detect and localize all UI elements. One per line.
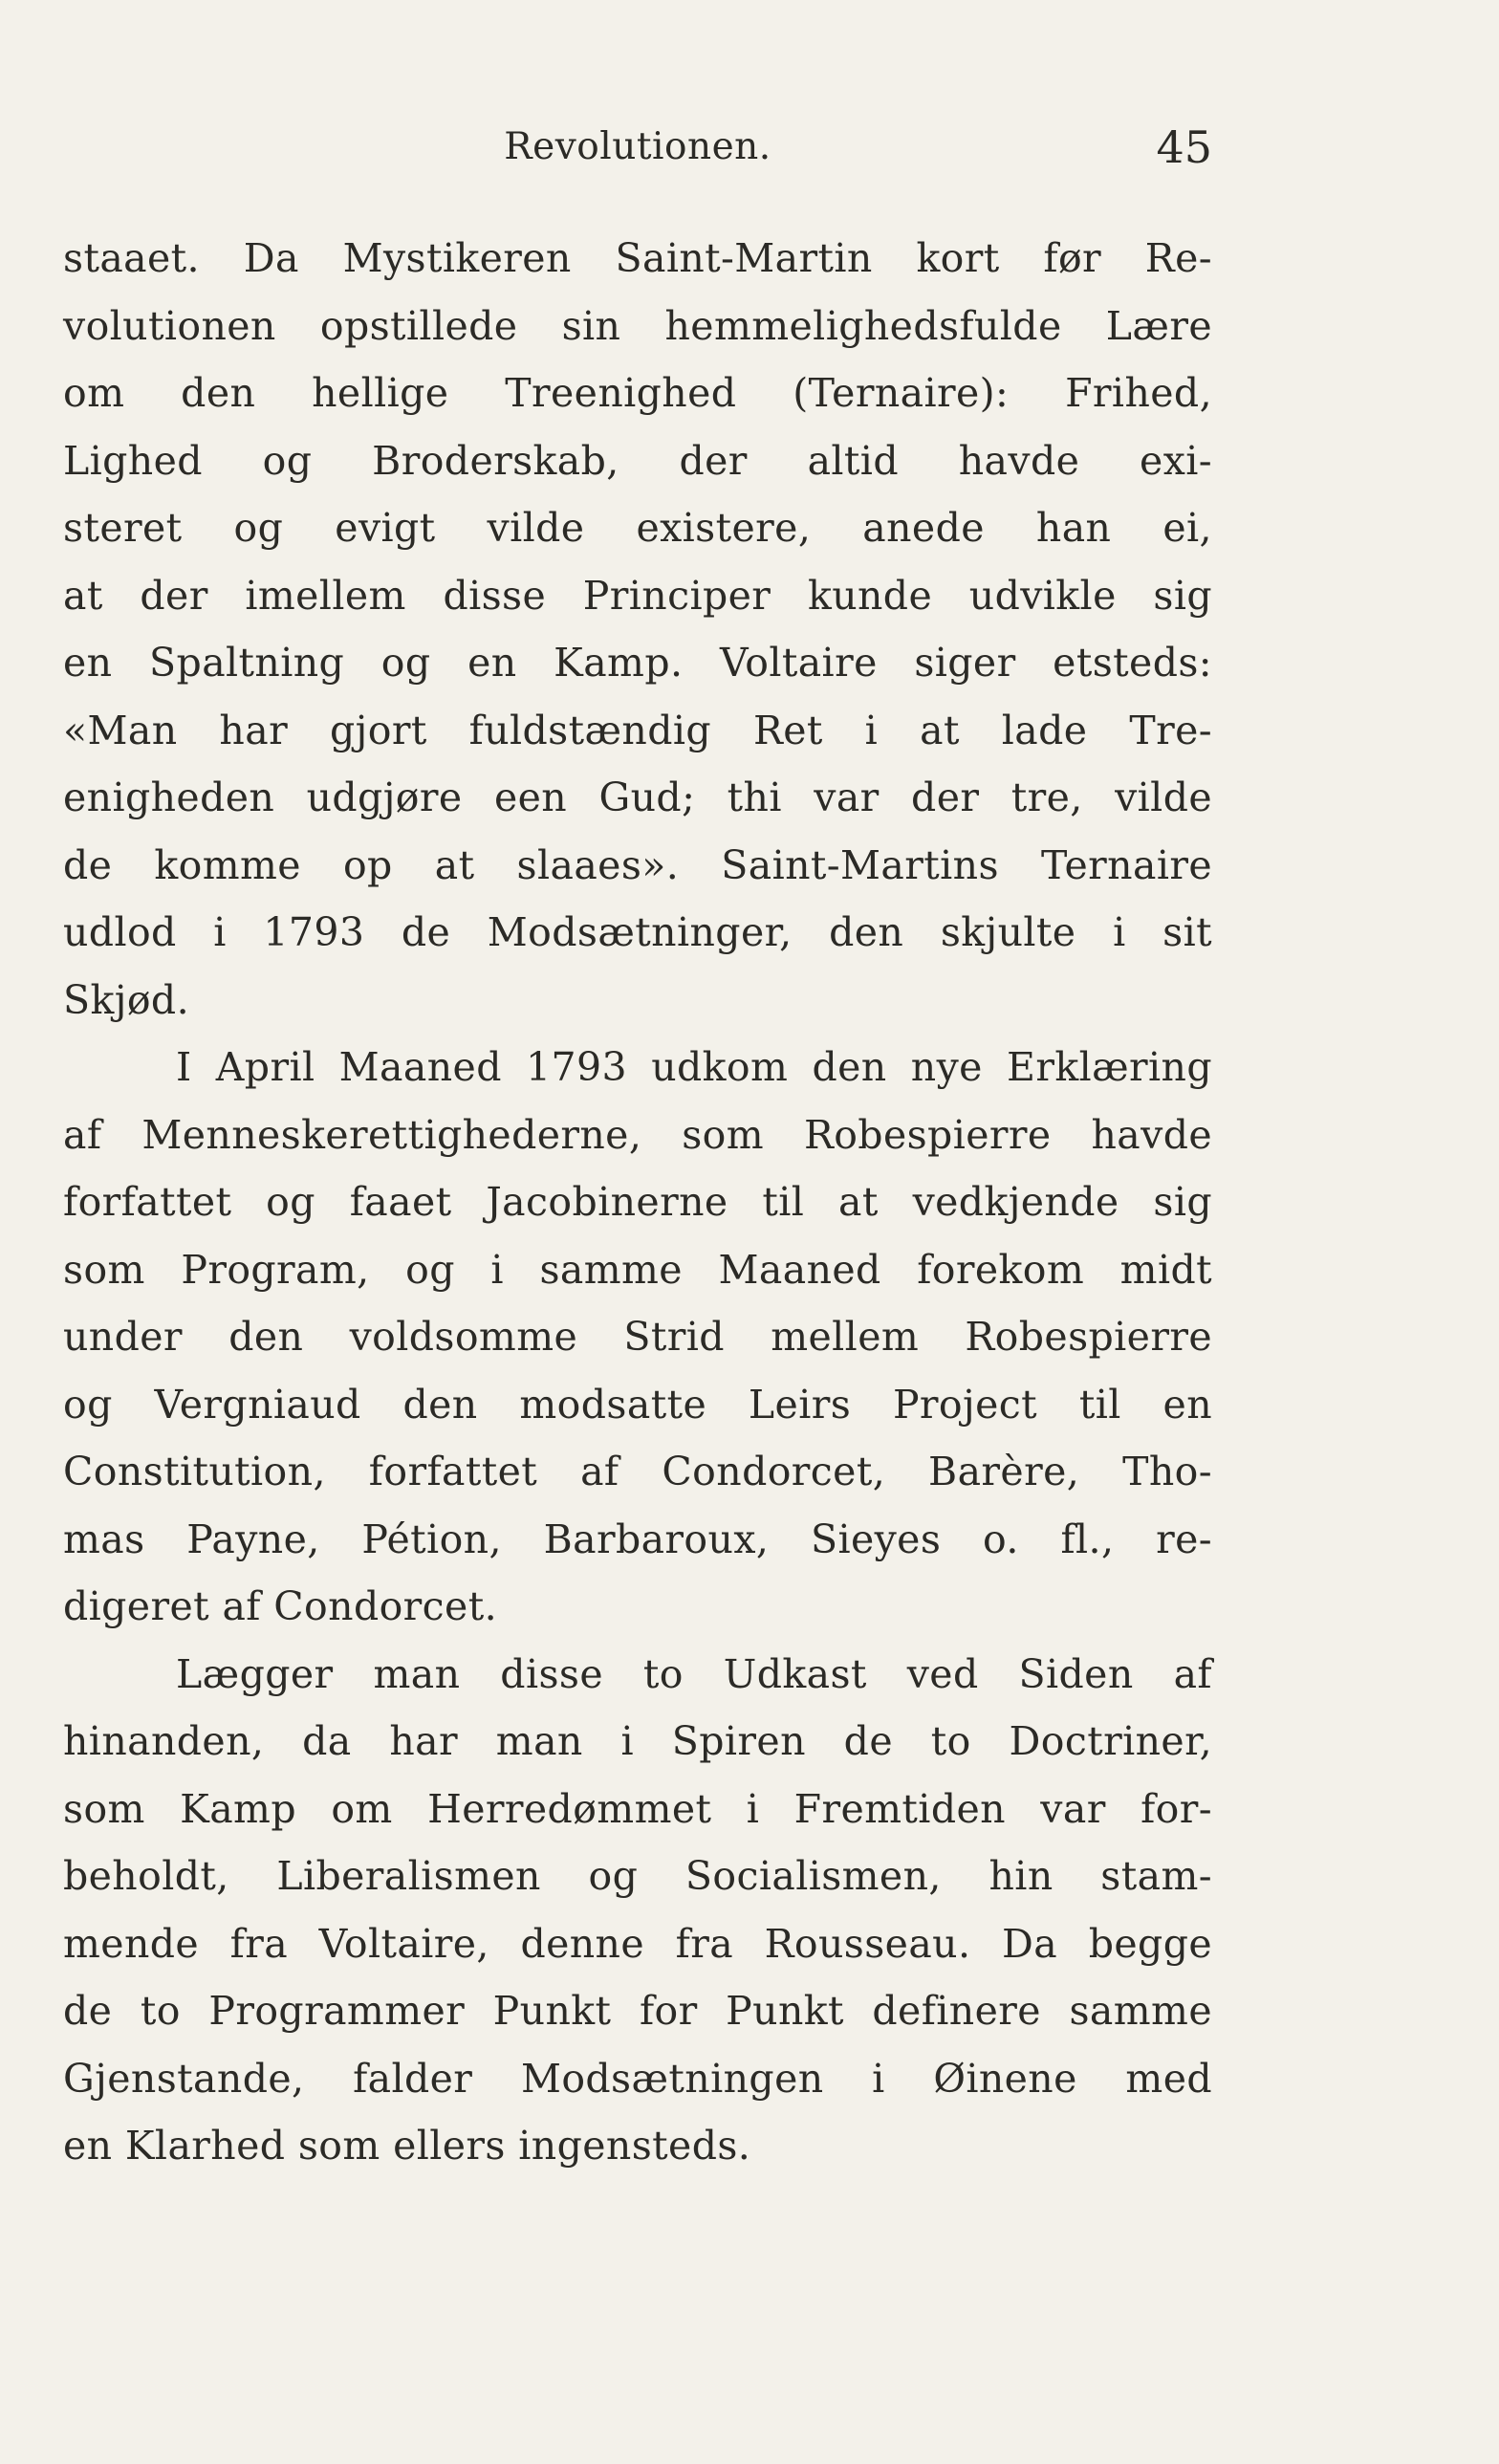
text-line: forfattet og faaet Jacobinerne til at vedkjende sig	[63, 1179, 1212, 1225]
text-line: om den hellige Treenighed (Ternaire): Frihed,	[63, 370, 1212, 416]
text-line: «Man har gjort fuldstændig Ret i at lade Tre-	[63, 707, 1212, 753]
text-line: Lighed og Broderskab, der altid havde exi-	[63, 437, 1212, 484]
text-line: mende fra Voltaire, denne fra Rousseau. Da begge	[63, 1920, 1212, 1967]
text-line: at der imellem disse Principer kunde udvikle sig	[63, 572, 1212, 619]
text-line: Gjenstande, falder Modsætningen i Øinene med	[63, 2055, 1212, 2102]
text-line: enigheden udgjøre een Gud; thi var der tre, vilde	[63, 774, 1212, 820]
text-line: beholdt, Liberalismen og Socialismen, hin stam-	[63, 1853, 1212, 1899]
text-line: mas Payne, Pétion, Barbaroux, Sieyes o. fl., re-	[63, 1515, 1212, 1562]
paragraph-end-line: en Klarhed som ellers ingensteds.	[63, 2123, 751, 2169]
text-line: staaet. Da Mystikeren Saint-Martin kort før Re-	[63, 235, 1212, 281]
text-line: en Spaltning og en Kamp. Voltaire siger etsteds:	[63, 640, 1212, 686]
text-line: volutionen opstillede sin hemmelighedsfulde Lære	[63, 302, 1212, 349]
paragraph-start-line: I April Maaned 1793 udkom den nye Erklæring	[176, 1044, 1212, 1090]
text-line: Constitution, forfattet af Condorcet, Barère, Tho-	[63, 1449, 1212, 1494]
running-title: Revolutionen.	[504, 125, 771, 168]
running-head	[63, 119, 1212, 176]
text-line: udlod i 1793 de Modsætninger, den skjulte i sit	[63, 909, 1212, 955]
paragraph-start-line: Lægger man disse to Udkast ved Siden af	[176, 1650, 1212, 1697]
text-line: hinanden, da har man i Spiren de to Doctriner,	[63, 1718, 1212, 1764]
text-line: som Program, og i samme Maaned forekom midt	[63, 1246, 1212, 1293]
paragraph-end-line: digeret af Condorcet.	[63, 1583, 498, 1629]
text-line: af Menneskerettighederne, som Robespierre havde	[63, 1111, 1212, 1158]
text-line: de to Programmer Punkt for Punkt definere samme	[63, 1988, 1212, 2034]
paragraph-end-line: Skjød.	[63, 976, 190, 1023]
body-text	[63, 225, 1212, 2180]
text-line: steret og evigt vilde existere, anede han ei,	[63, 505, 1212, 551]
page-number: 45	[1156, 121, 1212, 173]
text-line: og Vergniaud den modsatte Leirs Project til en	[63, 1381, 1212, 1428]
text-line: de komme op at slaaes». Saint-Martins Ternaire	[63, 841, 1212, 888]
text-line: under den voldsomme Strid mellem Robespierre	[63, 1314, 1212, 1360]
text-line: som Kamp om Herredømmet i Fremtiden var for-	[63, 1785, 1212, 1832]
